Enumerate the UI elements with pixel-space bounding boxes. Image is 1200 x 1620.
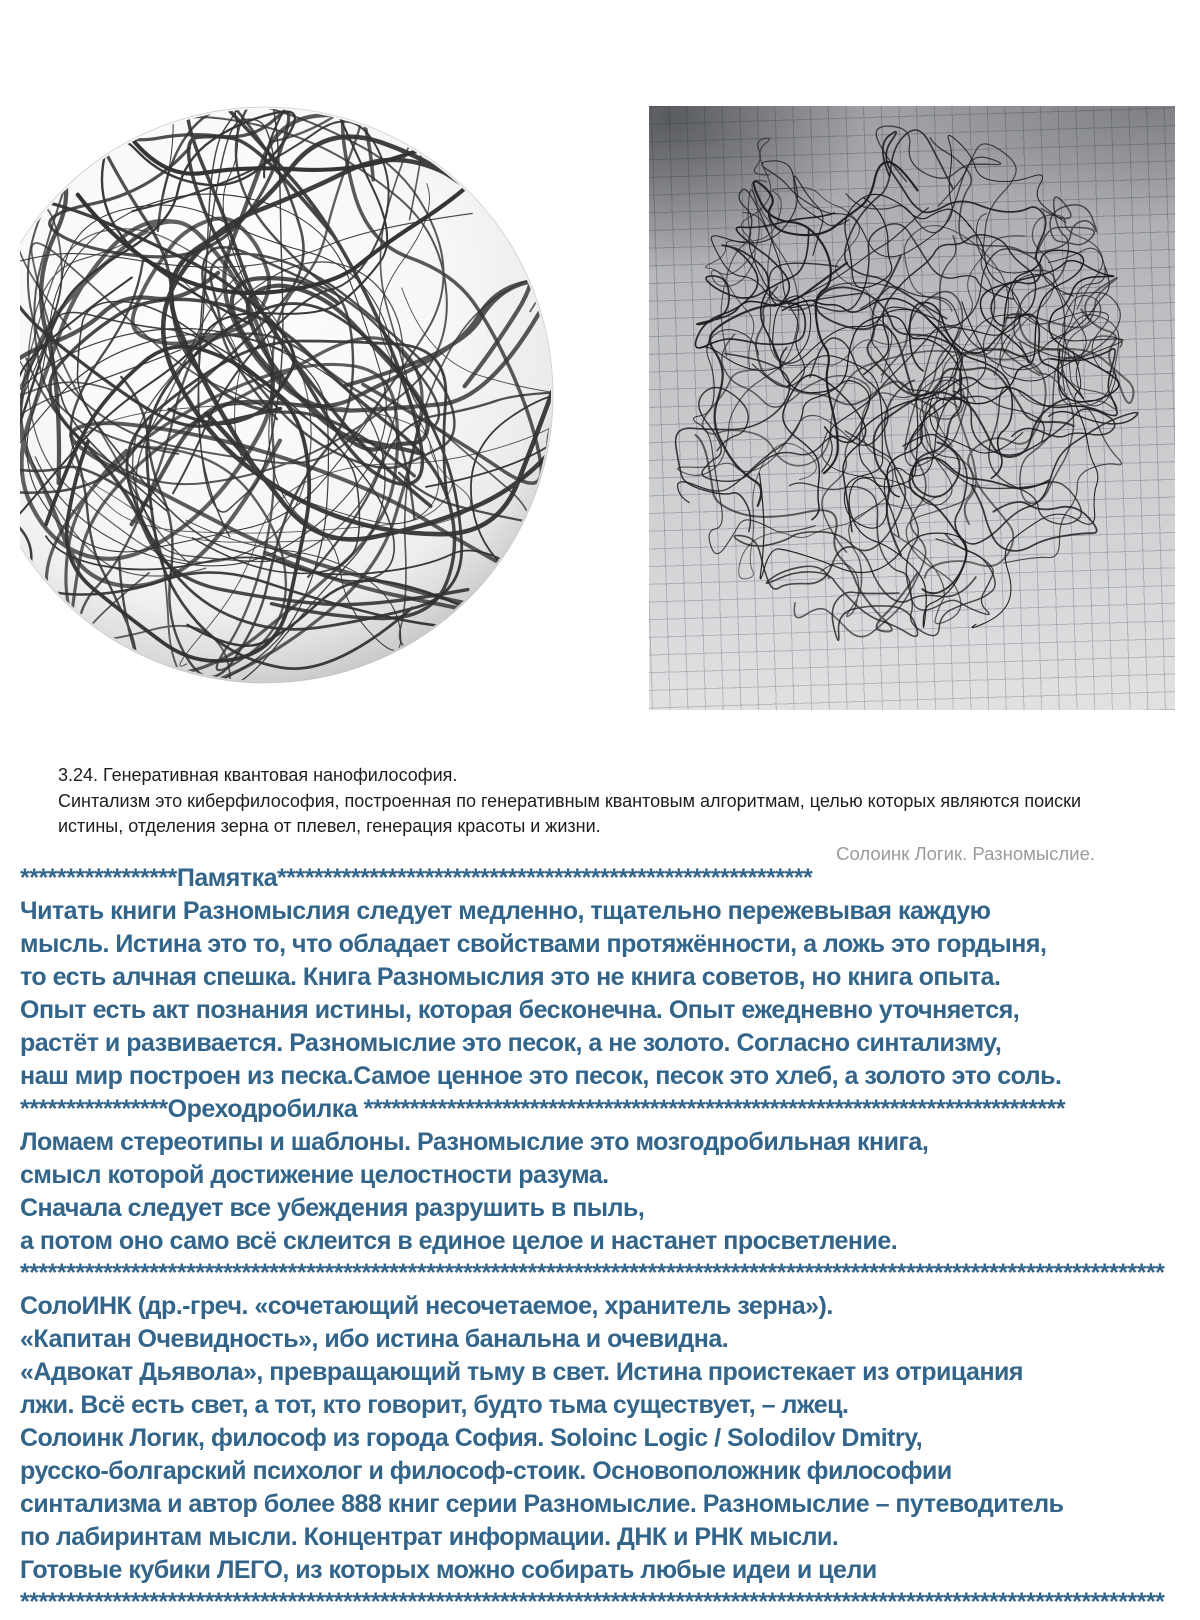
scribble-sphere-figure	[20, 95, 605, 705]
attribution: Солоинк Логик. Разномыслие.	[836, 843, 1095, 864]
notebook-scribbles	[649, 106, 1175, 710]
article-body-line: Синтализм это киберфилософия, построенная по генеративным квантовым алгоритмам, целью которых являются поиски	[58, 790, 1082, 811]
about-line: Солоинк Логик, философ из города София. Soloinc Logic / Solodilov Dmitry,	[20, 1424, 923, 1452]
about-line: «Адвокат Дьявола», превращающий тьму в свет. Истина проистекает из отрицания	[20, 1358, 1024, 1386]
about-author-block	[20, 1290, 1187, 1587]
nutcracker-line: Сначала следует все убеждения разрушить в пыль,	[20, 1194, 645, 1222]
article-heading: 3.24. Генеративная квантовая нанофилософия.	[58, 765, 458, 785]
about-line: Готовые кубики ЛЕГО, из которых можно собирать любые идеи и цели	[20, 1556, 877, 1584]
about-line: «Капитан Очевидность», ибо истина банальна и очевидна.	[20, 1325, 729, 1353]
about-line: СолоИНК (др.-греч. «сочетающий несочетаемое, хранитель зерна»).	[20, 1292, 833, 1320]
memo-line: растёт и развивается. Разномыслие это песок, а не золото. Согласно синтализму,	[20, 1029, 1002, 1057]
about-line: лжи. Всё есть свет, а тот, кто говорит, будто тьма существует, – лжец.	[20, 1391, 849, 1419]
scribble-notebook-photo	[649, 106, 1175, 710]
about-line: русско-болгарский психолог и философ-стоик. Основоположник философии	[20, 1457, 952, 1485]
about-line: по лабиринтам мысли. Концентрат информации. ДНК и РНК мысли.	[20, 1523, 839, 1551]
memo-header: *****************Памятка**********************************************************	[20, 864, 813, 892]
separator-line: ****************************************************************************************************************************	[20, 1588, 1165, 1616]
memo-line: Опыт есть акт познания истины, которая бесконечна. Опыт ежедневно уточняется,	[20, 996, 1020, 1024]
blue-text-block	[20, 862, 1187, 1617]
sphere-shading	[20, 107, 553, 683]
memo-line: Читать книги Разномыслия следует медленно, тщательно пережевывая каждую	[20, 897, 991, 925]
nutcracker-line: а потом оно само всё склеится в единое целое и настанет просветление.	[20, 1227, 898, 1255]
memo-line: мысль. Истина это то, что обладает свойствами протяжённости, а ложь это гордыня,	[20, 930, 1047, 958]
about-line: синтализма и автор более 888 книг серии Разномыслие. Разномыслие – путеводитель	[20, 1490, 1064, 1518]
memo-line: то есть алчная спешка. Книга Разномыслия это не книга советов, но книга опыта.	[20, 963, 1001, 991]
article-intro	[58, 763, 1081, 840]
article-body-line: истины, отделения зерна от плевел, генерация красоты и жизни.	[58, 816, 601, 836]
nutcracker-line: Ломаем стереотипы и шаблоны. Разномыслие это мозгодробильная книга,	[20, 1128, 929, 1156]
nutcracker-line: смысл которой достижение целостности разума.	[20, 1161, 609, 1189]
memo-line: наш мир построен из песка.Самое ценное это песок, песок это хлеб, а золото это соль.	[20, 1062, 1062, 1090]
separator-line: ****************************************************************************************************************************	[20, 1259, 1165, 1287]
nutcracker-header: ****************Ореходробилка ****************************************************************************	[20, 1095, 1066, 1123]
